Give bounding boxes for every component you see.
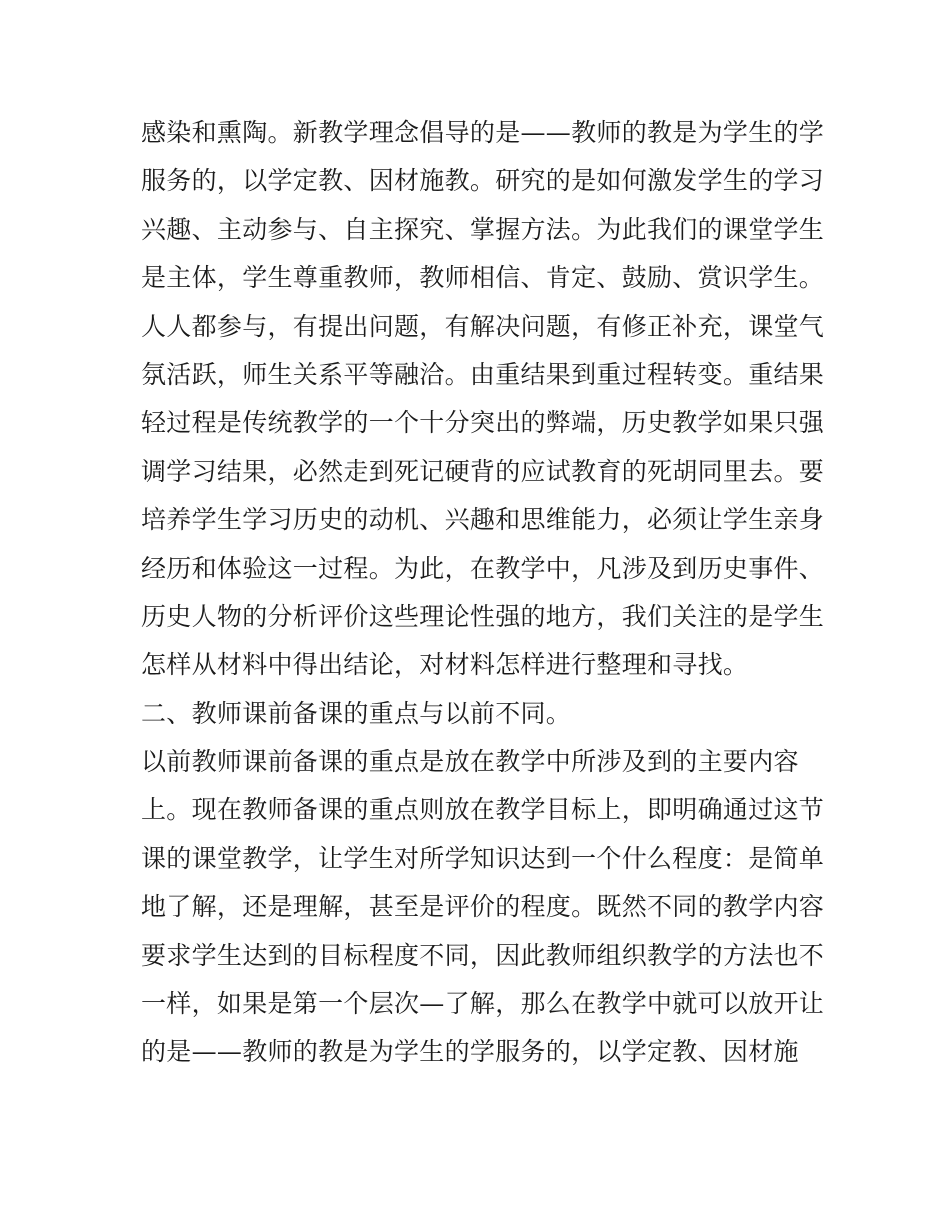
text-line: 是主体，学生尊重教师，教师相信、肯定、鼓励、赏识学生。 [141, 263, 825, 293]
text-line: 一样，如果是第一个层次—了解，那么在教学中就可以放开让 [141, 989, 825, 1019]
text-line: 上。现在教师备课的重点则放在教学目标上，即明确通过这节 [141, 795, 825, 825]
text-line: 培养学生学习历史的动机、兴趣和思维能力，必须让学生亲身 [141, 505, 825, 535]
text-line: 课的课堂教学，让学生对所学知识达到一个什么程度：是简单 [141, 843, 825, 873]
text-line: 轻过程是传统教学的一个十分突出的弊端，历史教学如果只强 [141, 408, 825, 438]
text-line: 兴趣、主动参与、自主探究、掌握方法。为此我们的课堂学生 [141, 214, 825, 244]
document-body [141, 109, 825, 1077]
text-line: 怎样从材料中得出结论，对材料怎样进行整理和寻找。 [141, 650, 749, 680]
text-line: 地了解，还是理解，甚至是评价的程度。既然不同的教学内容 [141, 892, 825, 922]
text-line: 的是——教师的教是为学生的学服务的，以学定教、因材施 [141, 1037, 799, 1067]
text-line: 人人都参与，有提出问题，有解决问题，有修正补充，课堂气 [141, 311, 825, 341]
text-line: 以前教师课前备课的重点是放在教学中所涉及到的主要内容 [141, 747, 799, 777]
text-line: 要求学生达到的目标程度不同，因此教师组织教学的方法也不 [141, 940, 825, 970]
text-line: 感染和熏陶。新教学理念倡导的是——教师的教是为学生的学 [141, 118, 825, 147]
text-line: 氛活跃，师生关系平等融洽。由重结果到重过程转变。重结果 [141, 359, 825, 389]
text-line: 服务的，以学定教、因材施教。研究的是如何激发学生的学习 [141, 166, 825, 196]
section-heading: 二、教师课前备课的重点与以前不同。 [141, 698, 572, 728]
text-line: 调学习结果，必然走到死记硬背的应试教育的死胡同里去。要 [141, 456, 825, 486]
text-line: 历史人物的分析评价这些理论性强的地方，我们关注的是学生 [141, 601, 825, 631]
text-line: 经历和体验这一过程。为此，在教学中，凡涉及到历史事件、 [141, 553, 825, 583]
